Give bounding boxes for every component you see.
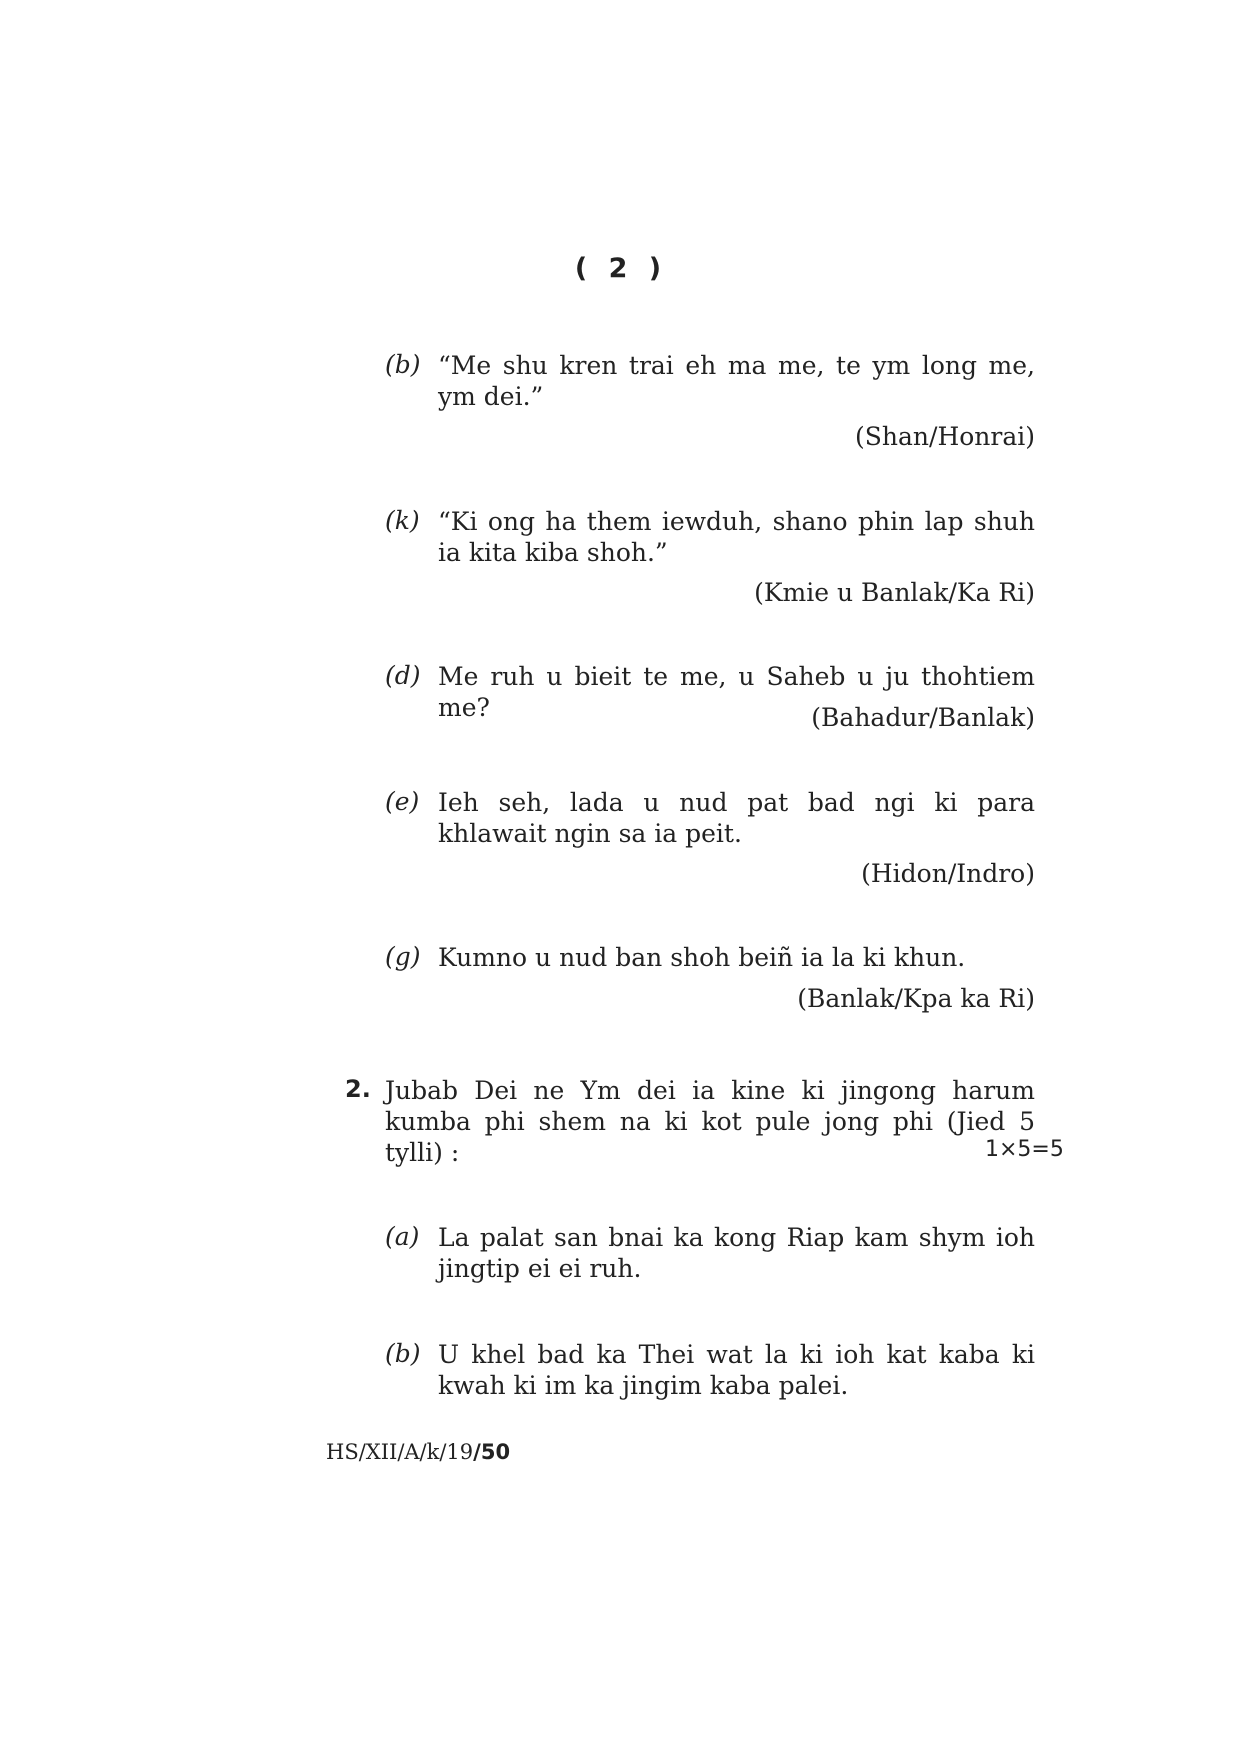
item-attribution: (Banlak/Kpa ka Ri) (797, 984, 1035, 1013)
item-label: (k) (385, 506, 420, 535)
footer (326, 1440, 510, 1464)
question-number: 2. (345, 1075, 371, 1103)
page-number: ( 2 ) (574, 253, 668, 284)
item-attribution: (Kmie u Banlak/Ka Ri) (754, 578, 1035, 607)
item-attribution: (Shan/Honrai) (855, 422, 1035, 451)
item-label: (d) (385, 661, 421, 690)
item-text: “Me shu kren trai eh ma me, te ym long me, ym dei.” (438, 351, 1035, 411)
question-marks: 1×5=5 (985, 1137, 1064, 1162)
item-text: Ieh seh, lada u nud pat bad ngi ki para khlawait ngin sa ia peit. (438, 788, 1035, 848)
footer-code: HS/XII/A/k/19 (326, 1440, 474, 1464)
question-text: Jubab Dei ne Ym dei ia kine ki jingong harum kumba phi shem na ki kot pule jong phi (Jied 5 tylli) : (385, 1076, 1035, 1167)
item-label: (e) (385, 787, 420, 816)
item-label: (b) (385, 1339, 421, 1368)
item-text: La palat san bnai ka kong Riap kam shym ioh jingtip ei ei ruh. (438, 1223, 1035, 1283)
item-text: Kumno u nud ban shoh beiñ ia la ki khun. (438, 943, 966, 972)
item-label: (b) (385, 350, 421, 379)
item-label: (g) (385, 942, 421, 971)
item-text: “Ki ong ha them iewduh, shano phin lap shuh ia kita kiba shoh.” (438, 507, 1035, 567)
item-text: Me ruh u bieit te me, u Saheb u ju thohtiem me? (438, 662, 1035, 722)
item-text: U khel bad ka Thei wat la ki ioh kat kaba ki kwah ki im ka jingim kaba palei. (438, 1340, 1035, 1400)
footer-suffix: /50 (473, 1440, 511, 1464)
item-label: (a) (385, 1222, 420, 1251)
item-attribution: (Bahadur/Banlak) (811, 703, 1035, 732)
item-attribution: (Hidon/Indro) (861, 859, 1035, 888)
